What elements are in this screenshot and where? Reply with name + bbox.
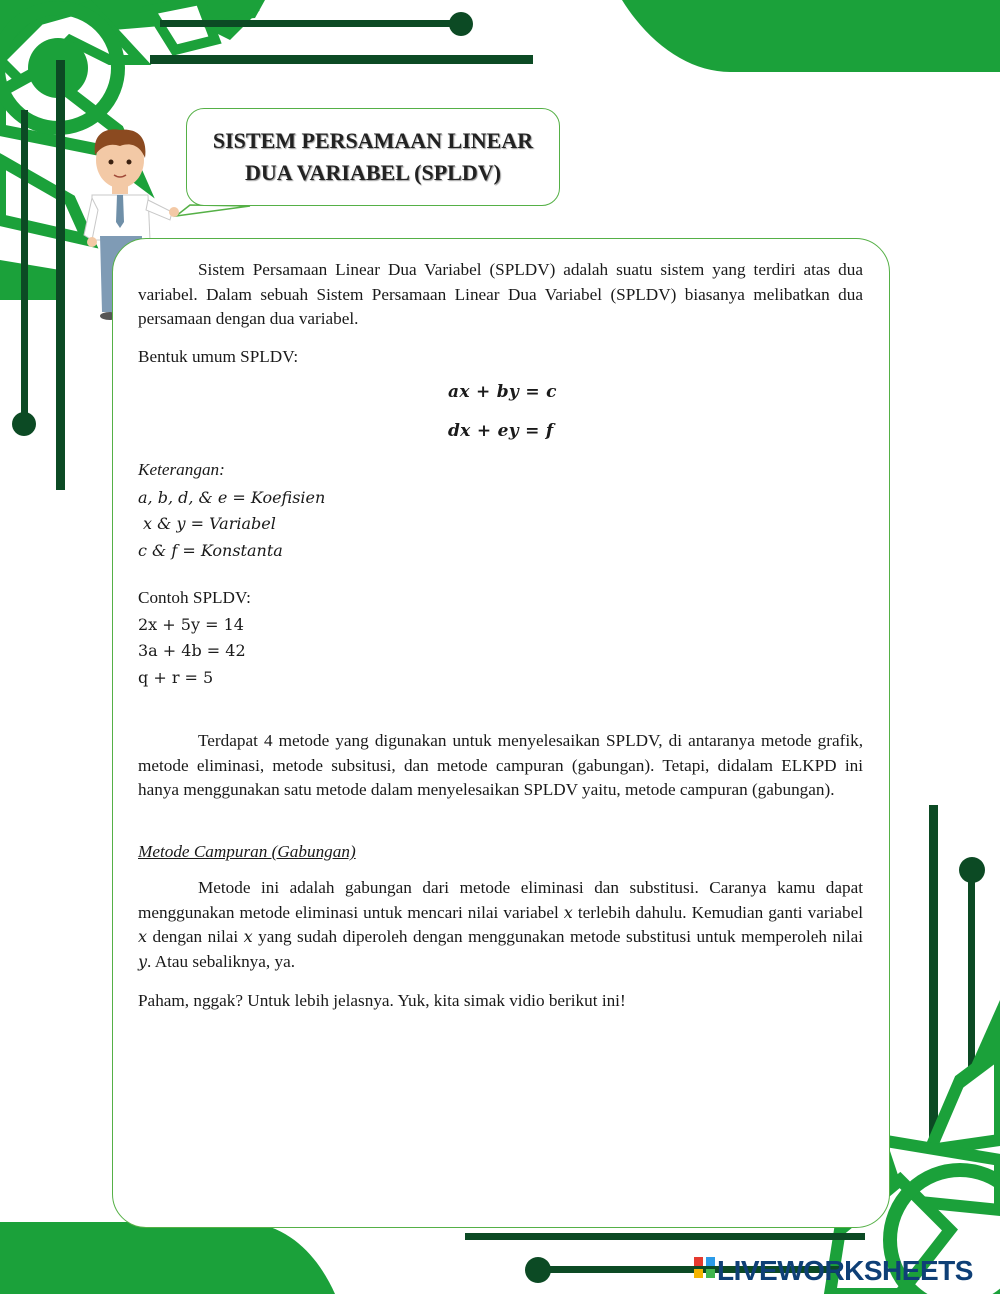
example-2: 3a + 4b = 42 bbox=[138, 641, 246, 661]
equation-2: dx + ey = f bbox=[448, 421, 554, 441]
page-title bbox=[213, 125, 533, 189]
left-line-1 bbox=[56, 60, 65, 490]
var-y: y bbox=[138, 951, 148, 971]
example-3: q + r = 5 bbox=[138, 667, 214, 687]
methods-paragraph: Terdapat 4 metode yang digunakan untuk menyelesaikan SPLDV, di antaranya metode grafik, metode eliminasi, metode subsitusi, dan metode campuran (gabungan). Tetapi, didalam ELKPD ini hanya menggunakan satu metode dalam menyelesaikan SPLDV yaitu, metode campuran (gabungan). bbox=[138, 731, 863, 800]
bottom-line-dot bbox=[525, 1257, 551, 1283]
method-heading: Metode Campuran (Gabungan) bbox=[138, 842, 356, 861]
liveworksheets-watermark bbox=[694, 1255, 973, 1286]
note-desc-2: Variabel bbox=[209, 514, 276, 534]
general-form-label: Bentuk umum SPLDV: bbox=[138, 347, 299, 366]
note-vars-2: x & y bbox=[143, 514, 186, 534]
bottom-line-1 bbox=[465, 1233, 865, 1240]
note-line-variable: x & y = Variabel bbox=[143, 514, 276, 534]
notes-section bbox=[138, 458, 863, 563]
top-line-2 bbox=[150, 55, 533, 64]
right-line-2 bbox=[968, 878, 975, 1078]
note-line-coefficient: a, b, d, & e = Koefisien bbox=[138, 487, 326, 507]
method-text-4: yang sudah diperoleh dengan menggunakan metode substitusi untuk memperoleh nilai bbox=[252, 927, 863, 947]
note-vars-3: c & f bbox=[138, 540, 178, 560]
example-1: 2x + 5y = 14 bbox=[138, 614, 244, 634]
bottom-left-band bbox=[0, 1222, 335, 1294]
speech-tail bbox=[176, 205, 250, 216]
notes-heading: Keterangan: bbox=[138, 460, 225, 479]
method-text-2: terlebih dahulu. Kemudian ganti variabel bbox=[572, 902, 863, 922]
method-text-1: Metode ini adalah gabungan dari metode eliminasi dan substitusi. Caranya kamu dapat menggunakan metode eliminasi untuk mencari nilai variabel bbox=[138, 878, 863, 922]
var-x-3: x bbox=[243, 927, 253, 947]
note-line-constant: c & f = Konstanta bbox=[138, 540, 283, 560]
method-text-5: . Atau sebaliknya, ya. bbox=[147, 951, 296, 971]
watermark-text: LIVEWORKSHEETS bbox=[717, 1255, 973, 1286]
var-x-2: x bbox=[138, 927, 148, 947]
note-desc-3: Konstanta bbox=[200, 540, 283, 560]
method-text-3: dengan nilai bbox=[147, 927, 244, 947]
left-line-dot bbox=[12, 412, 36, 436]
equation-1: ax + by = c bbox=[448, 382, 557, 402]
intro-paragraph: Sistem Persamaan Linear Dua Variabel (SPLDV) adalah suatu sistem yang terdiri atas dua variabel. Dalam sebuah Sistem Persamaan Linear Dua Variabel (SPLDV) biasanya melibatkan dua persamaan dengan dua variabel. bbox=[138, 260, 863, 329]
title-bubble bbox=[186, 108, 560, 206]
top-line-1-dot bbox=[449, 12, 473, 36]
var-x-1: x bbox=[563, 902, 573, 922]
left-line-2 bbox=[21, 110, 28, 420]
examples-label: Contoh SPLDV: bbox=[138, 588, 251, 607]
top-right-band bbox=[622, 0, 1000, 72]
right-line-dot bbox=[959, 857, 985, 883]
title-line-1: SISTEM PERSAMAAN LINEAR bbox=[212, 128, 534, 153]
examples-section bbox=[138, 586, 863, 690]
right-line-1 bbox=[929, 805, 938, 1155]
title-line-2: DUA VARIABEL (SPLDV) bbox=[245, 160, 501, 185]
note-desc-1: Koefisien bbox=[250, 487, 326, 507]
method-paragraph bbox=[138, 876, 863, 974]
note-vars-1: a, b, d, & e bbox=[138, 487, 228, 507]
closing-text: Paham, nggak? Untuk lebih jelasnya. Yuk, kita simak vidio berikut ini! bbox=[138, 991, 626, 1010]
top-line-1 bbox=[160, 20, 460, 27]
